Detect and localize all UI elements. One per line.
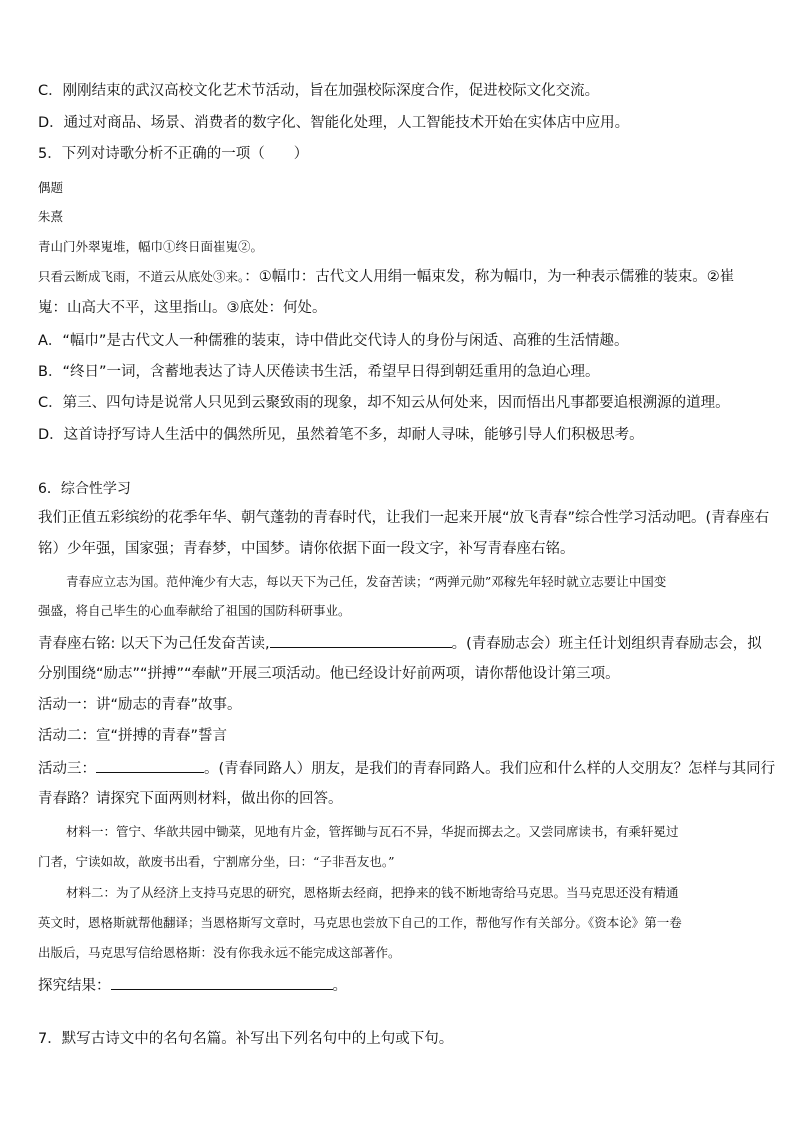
material-2-line-2: 英文时，恩格斯就帮他翻译；当恩格斯写文章时，马克思也尝放下自己的工作，帮他写作有关部分。《资本论》第一卷 [38,915,682,930]
material-1-line-2: 门者，宁读如故，歆废书出看，宁割席分坐，曰：“子非吾友也。” [38,854,395,869]
activity-3-prefix: 活动三： [38,761,96,777]
q4-option-d: D．通过对商品、场景、消费者的数字化、智能化处理，人工智能技术开始在实体店中应用。 [38,115,630,131]
poem-title: 偶题 [38,180,64,195]
q5-option-a: A．“幅巾”是古代文人一种儒雅的装束，诗中借此交代诗人的身份与闲适、高雅的生活情趣。 [38,333,629,349]
q5-option-d: D．这首诗抒写诗人生活中的偶然所见，虽然着笔不多，却耐人寻味，能够引导人们积极思考。 [38,427,644,443]
activity-3-suffix: 。(青春同路人）朋友，是我们的青春同路人。我们应和什么样的人交朋友？怎样与其同行 [204,761,776,777]
activity-3-blank[interactable] [96,758,204,773]
result-line [38,975,347,996]
activity-3 [38,758,775,779]
material-2-line-1: 材料二：为了从经济上支持马克思的研究，恩格斯去经商，把挣来的钱不断地寄给马克思。当马克思还没有精通 [66,885,679,900]
poem-line-1: 青山门外翠嵬堆，幅巾①终日面崔嵬②。 [38,239,264,254]
motto-blank[interactable] [270,633,452,648]
q4-option-c: C．刚刚结束的武汉高校文化艺术节活动，旨在加强校际深度合作，促进校际文化交流。 [38,83,600,99]
q6-intro-2: 铭）少年强，国家强；青春梦，中国梦。请你依据下面一段文字，补写青春座右铭。 [38,541,575,557]
ask-line: 青春路？请探究下面两则材料，做出你的回答。 [38,791,343,807]
material-2-line-3: 出版后，马克思写信给恩格斯：没有你我永远不能完成这部著作。 [38,945,401,960]
result-prefix: 探究结果： [38,978,111,994]
motto-suffix: 。(青春励志会）班主任计划组织青春励志会，拟 [451,636,762,652]
material-1-line-1: 材料一：管宁、华歆共园中锄菜，见地有片金，管挥锄与瓦石不异，华捉而掷去之。又尝同席读书，有乘轩冕过 [66,824,679,839]
q7-stem: 7．默写古诗文中的名句名篇。补写出下列名句中的上句或下句。 [38,1031,454,1047]
plan-line: 分别围绕“励志”“拼搏”“奉献”开展三项活动。他已经设计好前两项，请你帮他设计第三项。 [38,666,620,682]
poem-line-2: 只看云断成飞雨，不道云从底处③来。 [38,269,245,284]
poem-notes-cont: 嵬：山高大不平，这里指山。③底处：何处。 [38,300,327,316]
q5-stem: 5．下列对诗歌分析不正确的一项（ ） [38,146,309,162]
q6-heading: 6．综合性学习 [38,481,131,497]
poem-line-2-with-notes [38,267,734,287]
q5-option-b: B．“终日”一词，含蓄地表达了诗人厌倦读书生活，希望早日得到朝廷重用的急迫心理。 [38,364,600,380]
activity-2: 活动二：宣“拼搏的青春”誓言 [38,728,228,744]
q6-intro-1: 我们正值五彩缤纷的花季年华、朝气蓬勃的青春时代，让我们一起来开展“放飞青春”综合性学习活动吧。(青春座右 [38,510,770,526]
result-blank[interactable] [111,975,333,990]
q6-passage-1: 青春应立志为国。范仲淹少有大志，每以天下为己任，发奋苦读；“两弹元勋”邓稼先年轻时就立志要让中国变 [66,574,667,589]
motto-line [38,633,762,654]
activity-1: 活动一：讲“励志的青春”故事。 [38,697,242,713]
poem-notes: ：①幅巾：古代文人用绢一幅束发，称为幅巾，为一种表示儒雅的装束。②崔 [244,269,735,285]
motto-prefix: 青春座右铭: 以天下为己任发奋苦读, [38,636,270,652]
q5-option-c: C．第三、四句诗是说常人只见到云聚致雨的现象，却不知云从何处来，因而悟出凡事都要追根溯源的道理。 [38,395,730,411]
poem-author: 朱熹 [38,209,64,224]
result-suffix: 。 [332,978,347,994]
q6-passage-2: 强盛，将自己毕生的心血奉献给了祖国的国防科研事业。 [38,603,351,618]
